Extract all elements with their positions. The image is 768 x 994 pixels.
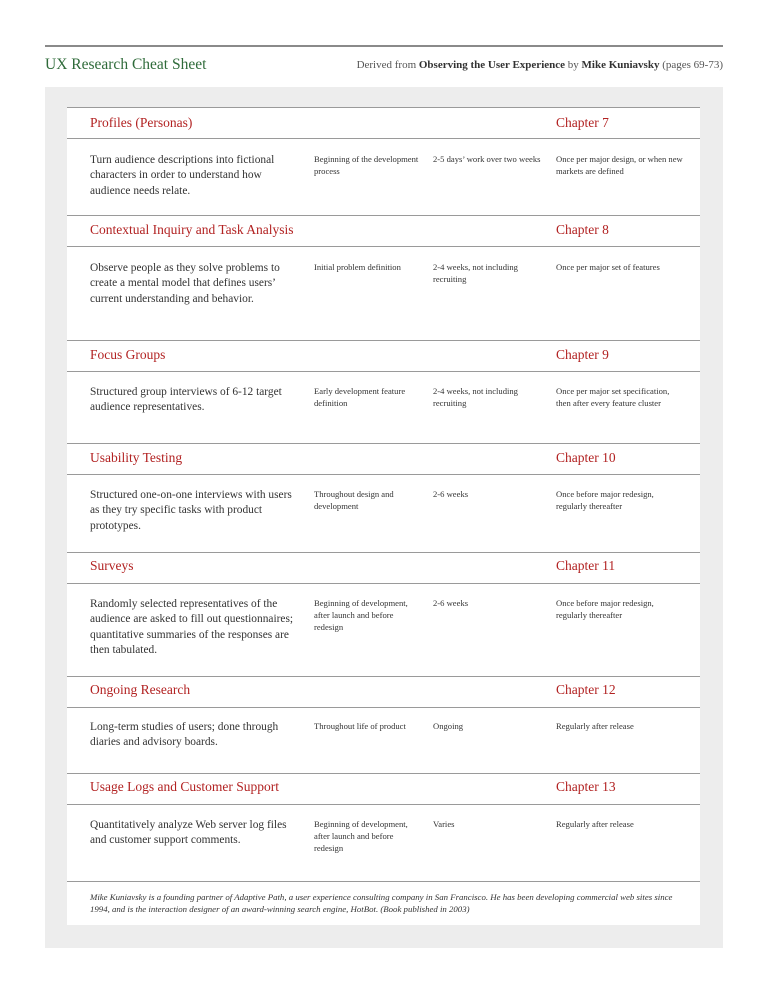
method-description: Quantitatively analyze Web server log files and customer support comments. xyxy=(90,819,287,847)
method-name-focus-groups: Focus Groups xyxy=(90,347,166,362)
method-name-surveys: Surveys xyxy=(90,558,134,573)
row-divider xyxy=(67,443,700,444)
row-divider xyxy=(67,881,700,882)
method-duration: 2-5 days’ work over two weeks xyxy=(433,154,541,164)
row-divider xyxy=(67,246,700,247)
method-duration: 2-6 weeks xyxy=(433,489,469,499)
method-description: Turn audience descriptions into fictional characters in order to understand how audience needs relate. xyxy=(90,154,275,197)
method-name-profiles: Profiles (Personas) xyxy=(90,115,193,130)
source-credit xyxy=(357,59,723,71)
row-divider xyxy=(67,474,700,475)
row-divider xyxy=(67,583,700,584)
method-when: Beginning of development, after launch and before redesign xyxy=(314,598,408,633)
method-name-ongoing-research: Ongoing Research xyxy=(90,682,191,697)
row-divider xyxy=(67,707,700,708)
method-description: Long-term studies of users; done through diaries and advisory boards. xyxy=(90,721,279,749)
method-frequency: Once before major redesign, regularly thereafter xyxy=(556,598,654,621)
method-description: Randomly selected representatives of the audience are asked to fill out questionnaires; quantitative summaries of the responses are then tabulated. xyxy=(90,598,294,656)
method-frequency: Once per major set of features xyxy=(556,262,660,272)
author-bio-footnote: Mike Kuniavsky is a founding partner of Adaptive Path, a user experience consulting company in San Francisco. He has been developing commercial web sites since 1994, and is the interaction designer of an award-winning search engine, HotBot. (Book published in 2003) xyxy=(90,892,673,915)
method-when: Beginning of the development process xyxy=(314,154,419,177)
method-duration: 2-4 weeks, not including recruiting xyxy=(433,262,518,285)
chapter-label: Chapter 7 xyxy=(556,115,609,130)
method-duration: Ongoing xyxy=(433,721,464,731)
author-name: Mike Kuniavsky xyxy=(581,59,660,71)
chapter-label: Chapter 9 xyxy=(556,347,609,362)
top-rule xyxy=(45,45,723,47)
method-when: Initial problem definition xyxy=(314,262,401,272)
method-when: Early development feature definition xyxy=(314,386,406,409)
row-divider xyxy=(67,773,700,774)
chapter-label: Chapter 10 xyxy=(556,450,616,465)
chapter-label: Chapter 11 xyxy=(556,558,616,573)
chapter-label: Chapter 13 xyxy=(556,779,616,794)
page-range: (pages 69-73) xyxy=(662,59,723,71)
method-duration: 2-6 weeks xyxy=(433,598,469,608)
row-divider xyxy=(67,340,700,341)
method-when: Throughout design and development xyxy=(314,489,394,512)
method-duration: Varies xyxy=(433,819,455,829)
row-divider xyxy=(67,804,700,805)
row-divider xyxy=(67,138,700,139)
by-word: by xyxy=(567,59,579,71)
derived-prefix: Derived from xyxy=(356,59,417,71)
row-divider xyxy=(67,552,700,553)
method-frequency: Regularly after release xyxy=(556,819,634,829)
method-when: Beginning of development, after launch and before redesign xyxy=(314,819,408,854)
book-title: Observing the User Experience xyxy=(418,59,566,71)
method-name-usage-logs: Usage Logs and Customer Support xyxy=(90,779,279,794)
row-divider xyxy=(67,371,700,372)
method-description: Observe people as they solve problems to create a mental model that defines users’ current understanding and behavior. xyxy=(90,262,280,305)
method-frequency: Once before major redesign, regularly thereafter xyxy=(556,489,654,512)
row-divider xyxy=(67,107,700,108)
method-description: Structured group interviews of 6-12 target audience representatives. xyxy=(90,386,282,414)
method-frequency: Regularly after release xyxy=(556,721,634,731)
method-name-usability-testing: Usability Testing xyxy=(90,450,183,465)
chapter-label: Chapter 12 xyxy=(556,682,616,697)
row-divider xyxy=(67,676,700,677)
method-description: Structured one-on-one interviews with users as they try specific tasks with product prototypes. xyxy=(90,489,292,532)
row-divider xyxy=(67,215,700,216)
method-frequency: Once per major set specification, then after every feature cluster xyxy=(556,386,670,409)
method-frequency: Once per major design, or when new markets are defined xyxy=(556,154,683,177)
page-title: UX Research Cheat Sheet xyxy=(45,56,207,73)
chapter-label: Chapter 8 xyxy=(556,222,609,237)
method-duration: 2-4 weeks, not including recruiting xyxy=(433,386,518,409)
method-name-contextual-inquiry: Contextual Inquiry and Task Analysis xyxy=(90,222,294,237)
method-when: Throughout life of product xyxy=(314,721,406,731)
